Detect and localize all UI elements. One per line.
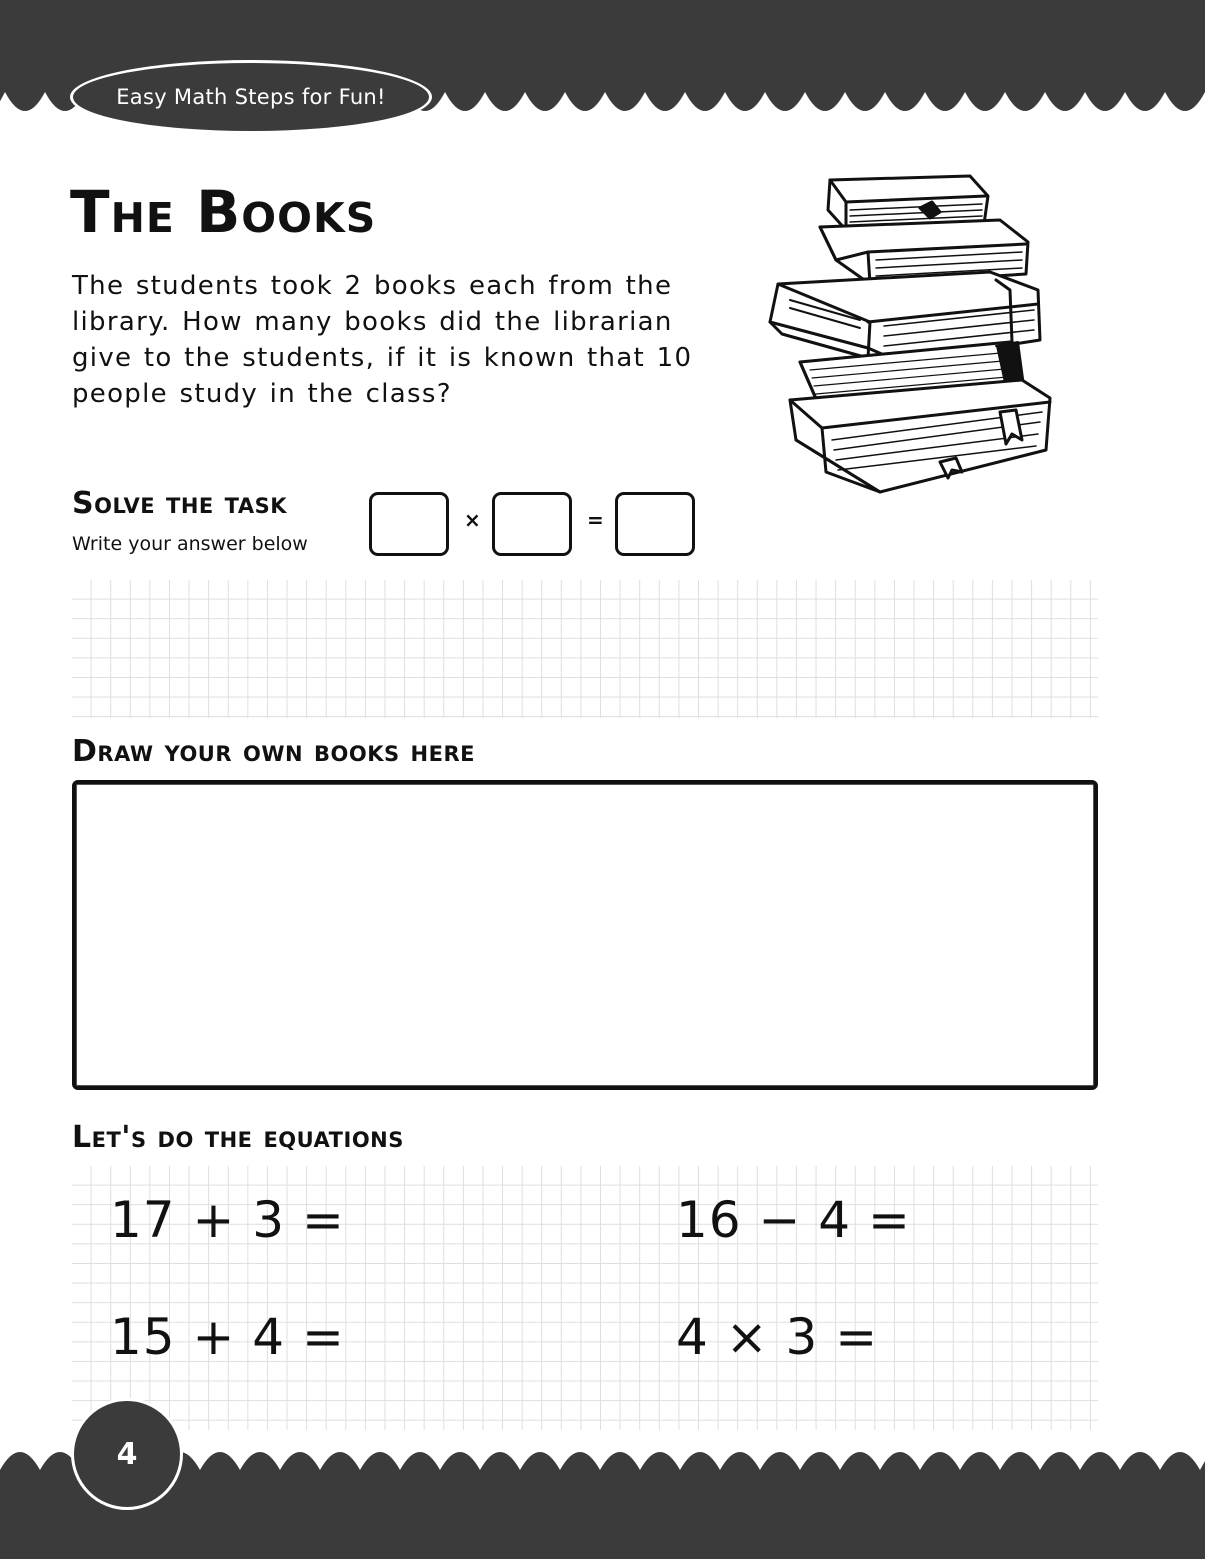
book-stack-icon — [760, 172, 1060, 507]
product-box[interactable] — [615, 492, 695, 556]
multiply-sign: × — [464, 508, 481, 532]
equals-sign: = — [587, 508, 604, 532]
answer-grid[interactable] — [72, 580, 1098, 718]
equation-4: 4 × 3 = — [676, 1308, 879, 1366]
equation-3: 15 + 4 = — [110, 1308, 345, 1366]
solve-heading: Solve the task — [72, 486, 288, 521]
equation-1: 17 + 3 = — [110, 1191, 345, 1249]
drawing-area[interactable] — [72, 780, 1098, 1090]
page-number-badge — [71, 1398, 183, 1510]
page-title: The Books — [70, 178, 377, 246]
series-title: Easy Math Steps for Fun! — [116, 85, 386, 109]
draw-heading: Draw your own books here — [72, 734, 475, 769]
series-title-badge — [70, 60, 432, 134]
factor-1-box[interactable] — [369, 492, 449, 556]
factor-2-box[interactable] — [492, 492, 572, 556]
problem-text: The students took 2 books each from the library. How many books did the librarian give to the students, if it is known that 10 people study in the class? — [72, 271, 693, 409]
page-number: 4 — [116, 1436, 138, 1472]
equation-2: 16 − 4 = — [676, 1191, 911, 1249]
equations-heading: Let's do the equations — [72, 1120, 404, 1155]
solve-subheading: Write your answer below — [72, 533, 308, 555]
